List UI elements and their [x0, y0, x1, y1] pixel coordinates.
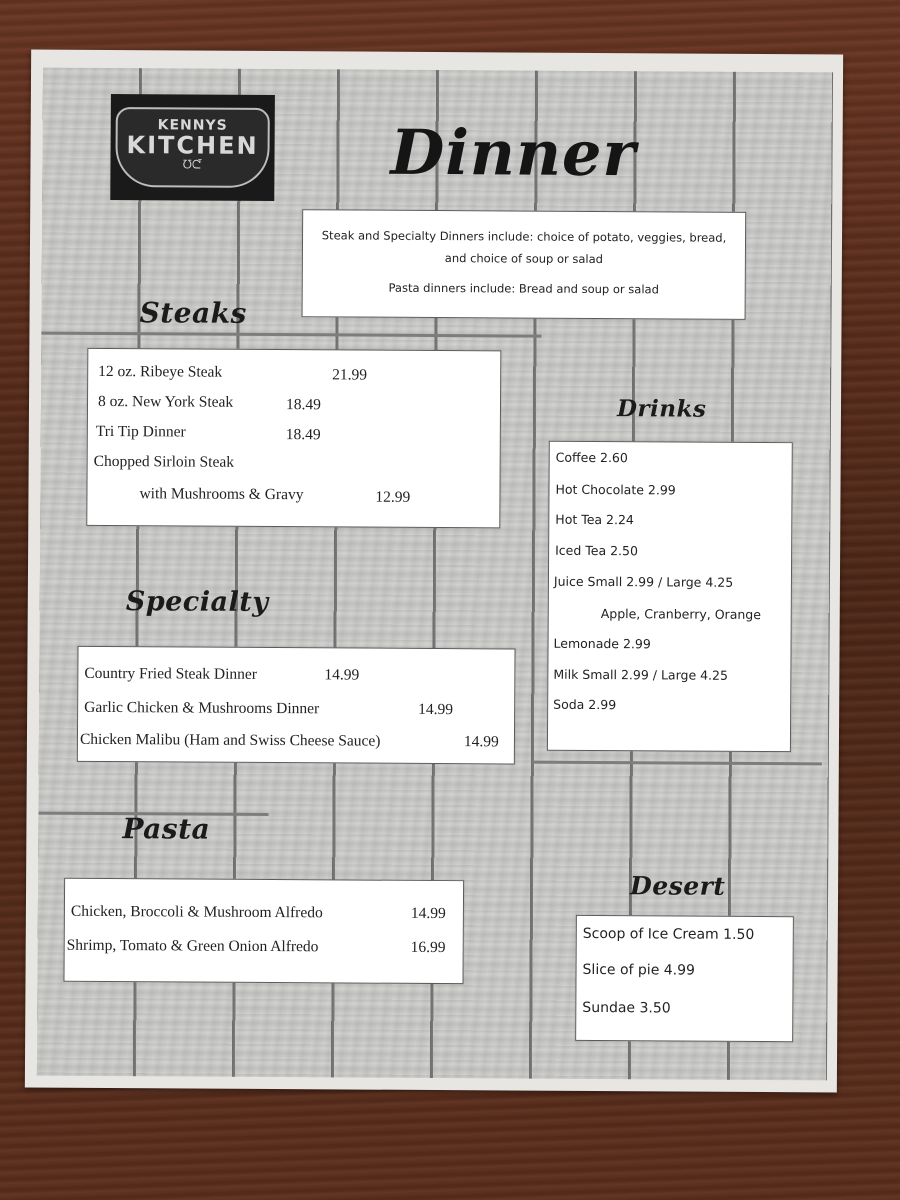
desert-heading: Desert [629, 871, 726, 901]
includes-line-3: Pasta dinners include: Bread and soup or salad [388, 280, 659, 297]
logo-line2: KITCHEN [126, 131, 259, 160]
drink-item: Soda 2.99 [553, 696, 617, 713]
page-title: Dinner [390, 115, 637, 191]
specialty-item-name: Chicken Malibu (Ham and Swiss Cheese Sauce) [79, 730, 381, 750]
steak-item-name: 12 oz. Ribeye Steak [98, 362, 223, 381]
menu-sheet [25, 50, 843, 1093]
specialty-item-name: Country Fried Steak Dinner [84, 664, 258, 683]
pasta-item-price: 16.99 [410, 938, 446, 957]
drink-item-detail: Apple, Cranberry, Orange [600, 606, 761, 622]
steak-item-name: with Mushrooms & Gravy [139, 485, 304, 504]
includes-note-box [302, 209, 747, 320]
pasta-box [63, 878, 464, 984]
specialty-item-price: 14.99 [463, 733, 499, 751]
steaks-heading: Steaks [139, 296, 247, 330]
drink-item: Milk Small 2.99 / Large 4.25 [553, 666, 729, 683]
steak-item-name: Chopped Sirloin Steak [93, 452, 235, 471]
desert-box [575, 915, 794, 1042]
logo-line1: KENNYS [157, 117, 228, 134]
drink-item: Iced Tea 2.50 [555, 542, 639, 559]
specialty-box [77, 646, 516, 765]
drink-item: Hot Tea 2.24 [555, 511, 634, 528]
specialty-item-price: 14.99 [418, 700, 454, 719]
includes-line-1: Steak and Specialty Dinners include: choice of potato, veggies, bread, [321, 228, 727, 245]
horseshoe-icon: ᘮᘭ [182, 157, 203, 172]
desert-item: Slice of pie 4.99 [582, 961, 696, 979]
specialty-item-name: Garlic Chicken & Mushrooms Dinner [84, 698, 320, 718]
drink-item: Coffee 2.60 [555, 449, 628, 466]
steak-item-name: Tri Tip Dinner [95, 422, 186, 441]
logo-badge [115, 107, 269, 188]
steaks-box [86, 348, 501, 529]
includes-line-2: and choice of soup or salad [444, 251, 604, 267]
desert-item: Sundae 3.50 [582, 999, 671, 1017]
steak-item-price: 12.99 [375, 488, 411, 506]
specialty-item-price: 14.99 [324, 666, 360, 684]
drinks-heading: Drinks [616, 395, 707, 423]
drink-item: Juice Small 2.99 / Large 4.25 [553, 573, 734, 590]
steak-item-price: 18.49 [285, 426, 321, 444]
pasta-item-name: Shrimp, Tomato & Green Onion Alfredo [66, 936, 319, 956]
drink-item: Hot Chocolate 2.99 [555, 481, 676, 498]
desert-item: Scoop of Ice Cream 1.50 [582, 925, 755, 943]
steak-item-name: 8 oz. New York Steak [97, 392, 234, 411]
steak-item-price: 21.99 [332, 366, 368, 384]
drink-item: Lemonade 2.99 [553, 635, 651, 652]
pasta-item-price: 14.99 [410, 904, 446, 923]
kennys-kitchen-logo [110, 94, 275, 201]
pasta-item-name: Chicken, Broccoli & Mushroom Alfredo [70, 902, 323, 922]
specialty-heading: Specialty [125, 586, 269, 618]
steak-item-price: 18.49 [285, 396, 321, 414]
drinks-box [547, 441, 793, 752]
pasta-heading: Pasta [122, 812, 211, 846]
